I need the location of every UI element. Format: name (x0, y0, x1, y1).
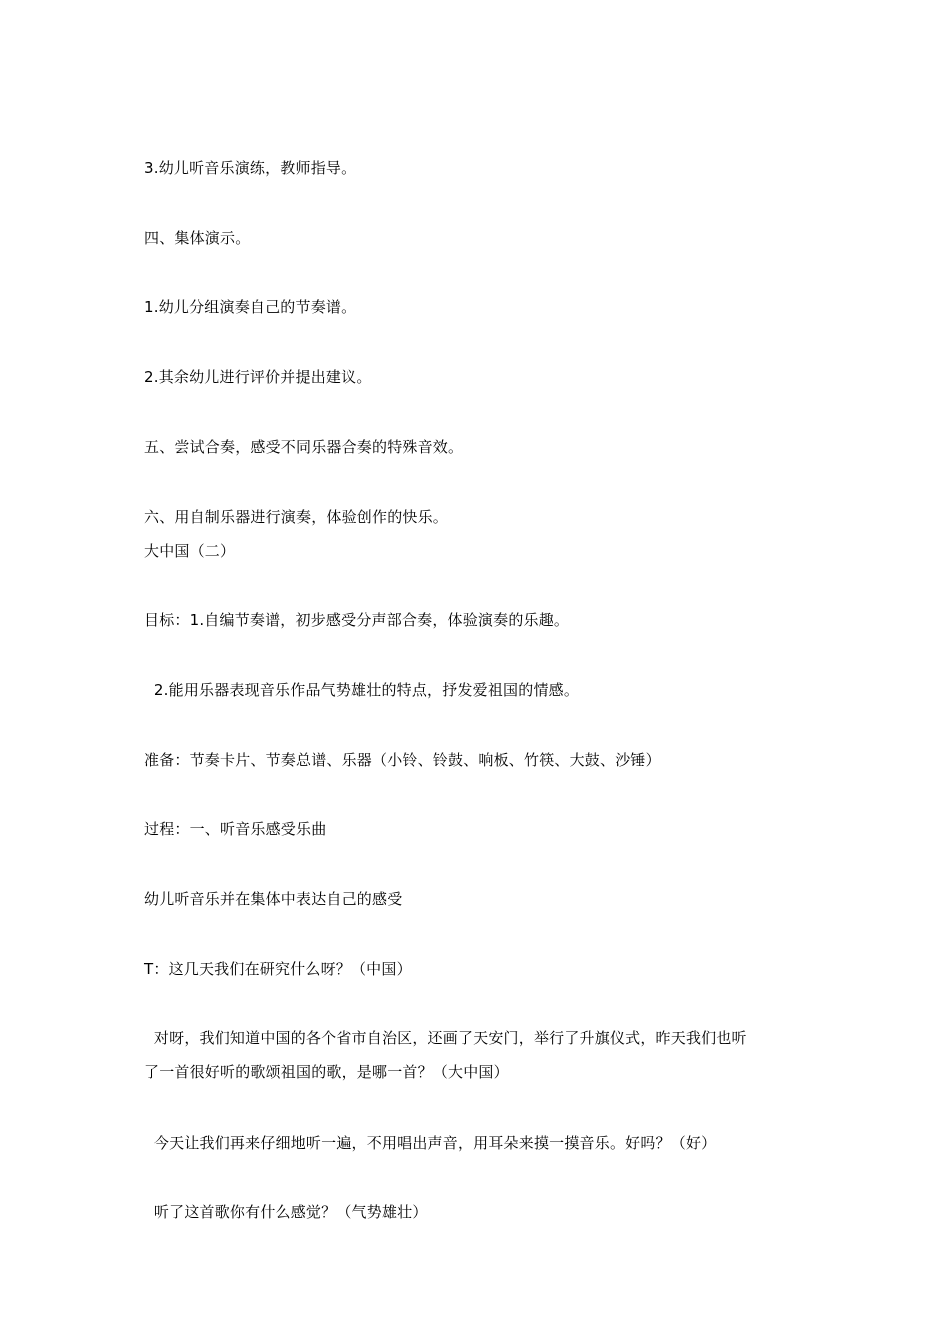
preparation-line: 准备：节奏卡片、节奏总谱、乐器（小铃、铃鼓、响板、竹筷、大鼓、沙锤） (144, 751, 661, 769)
dialogue-line: 今天让我们再来仔细地听一遍，不用唱出声音，用耳朵来摸一摸音乐。好吗？（好） (144, 1134, 717, 1152)
section-heading: 六、用自制乐器进行演奏，体验创作的快乐。 (144, 508, 449, 526)
text-line: 3.幼儿听音乐演练，教师指导。 (144, 159, 357, 177)
text-line: 1.幼儿分组演奏自己的节奏谱。 (144, 298, 357, 316)
lesson-title: 大中国（二） (144, 542, 236, 560)
process-line: 过程：一、听音乐感受乐曲 (144, 820, 327, 838)
dialogue-line: 对呀，我们知道中国的各个省市自治区，还画了天安门，举行了升旗仪式，昨天我们也听 (144, 1029, 747, 1047)
goal-line: 目标：1.自编节奏谱，初步感受分声部合奏，体验演奏的乐趣。 (144, 611, 570, 629)
section-heading: 四、集体演示。 (144, 229, 251, 247)
dialogue-line: T：这几天我们在研究什么呀？（中国） (144, 960, 412, 978)
text-line: 幼儿听音乐并在集体中表达自己的感受 (144, 890, 403, 908)
section-heading: 五、尝试合奏，感受不同乐器合奏的特殊音效。 (144, 438, 464, 456)
dialogue-line: 听了这首歌你有什么感觉？（气势雄壮） (144, 1203, 428, 1221)
goal-line: 2.能用乐器表现音乐作品气势雄壮的特点，抒发爱祖国的情感。 (144, 681, 580, 699)
dialogue-line: 了一首很好听的歌颂祖国的歌，是哪一首？（大中国） (144, 1063, 509, 1081)
text-line: 2.其余幼儿进行评价并提出建议。 (144, 368, 372, 386)
